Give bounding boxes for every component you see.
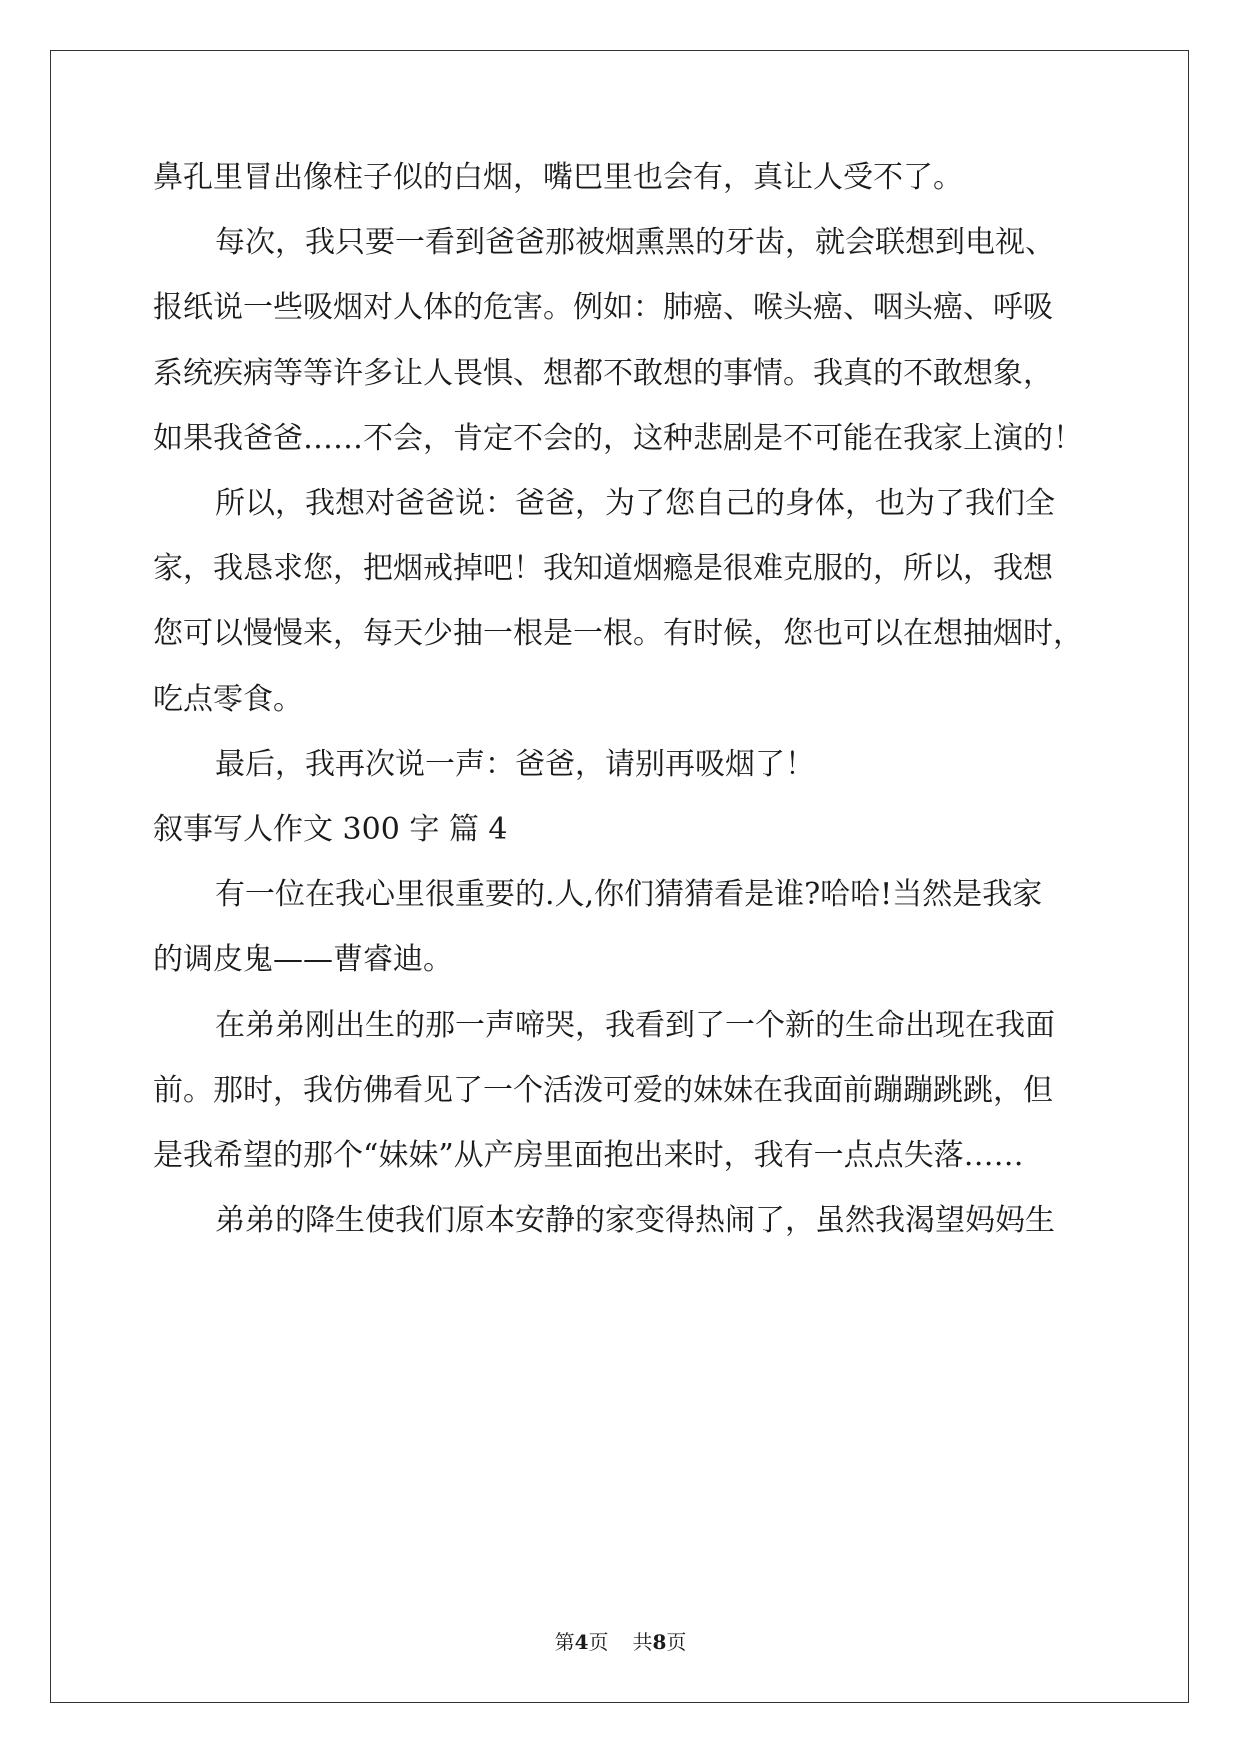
text-line: 所以，我想对爸爸说：爸爸，为了您自己的身体，也为了我们全 bbox=[215, 486, 1055, 521]
text-line: 家，我恳求您，把烟戒掉吧！我知道烟瘾是很难克服的，所以，我想 bbox=[153, 551, 1053, 587]
text-line: 弟弟的降生使我们原本安静的家变得热闹了，虽然我渴望妈妈生 bbox=[215, 1203, 1055, 1239]
footer-page-current: 4 bbox=[574, 1630, 589, 1654]
footer-total-suffix: 页 bbox=[666, 1630, 687, 1654]
text-line: 的调皮鬼——曹睿迪。 bbox=[153, 942, 453, 978]
footer-page-suffix: 页 bbox=[588, 1630, 609, 1654]
text-line: 如果我爸爸……不会，肯定不会的，这种悲剧是不可能在我家上演的！ bbox=[153, 420, 1083, 456]
page-footer bbox=[0, 1626, 1241, 1655]
text-line: 您可以慢慢来，每天少抽一根是一根。有时候，您也可以在想抽烟时， bbox=[153, 616, 1083, 652]
text-line: 叙事写人作文 300 字 篇 4 bbox=[153, 812, 508, 847]
text-line: 鼻孔里冒出像柱子似的白烟，嘴巴里也会有，真让人受不了。 bbox=[153, 160, 963, 195]
text-line: 有一位在我心里很重要的.人,你们猜猜看是谁?哈哈!当然是我家 bbox=[215, 877, 1043, 913]
text-line: 是我希望的那个“妹妹”从产房里面抱出来时，我有一点点失落…… bbox=[153, 1138, 1024, 1173]
text-line: 系统疾病等等许多让人畏惧、想都不敢想的事情。我真的不敢想象， bbox=[153, 355, 1053, 391]
text-line: 前。那时，我仿佛看见了一个活泼可爱的妹妹在我面前蹦蹦跳跳，但 bbox=[153, 1072, 1053, 1108]
text-line: 最后，我再次说一声：爸爸，请别再吸烟了！ bbox=[215, 746, 815, 782]
text-line: 吃点零食。 bbox=[153, 681, 303, 717]
footer-page-prefix: 第 bbox=[554, 1630, 575, 1654]
text-line: 每次，我只要一看到爸爸那被烟熏黑的牙齿，就会联想到电视、 bbox=[215, 225, 1055, 261]
footer-total-prefix: 共 bbox=[632, 1630, 653, 1654]
text-line: 在弟弟刚出生的那一声啼哭，我看到了一个新的生命出现在我面 bbox=[215, 1007, 1055, 1043]
text-line: 报纸说一些吸烟对人体的危害。例如：肺癌、喉头癌、咽头癌、呼吸 bbox=[153, 290, 1053, 326]
footer-page-total: 8 bbox=[652, 1630, 667, 1654]
